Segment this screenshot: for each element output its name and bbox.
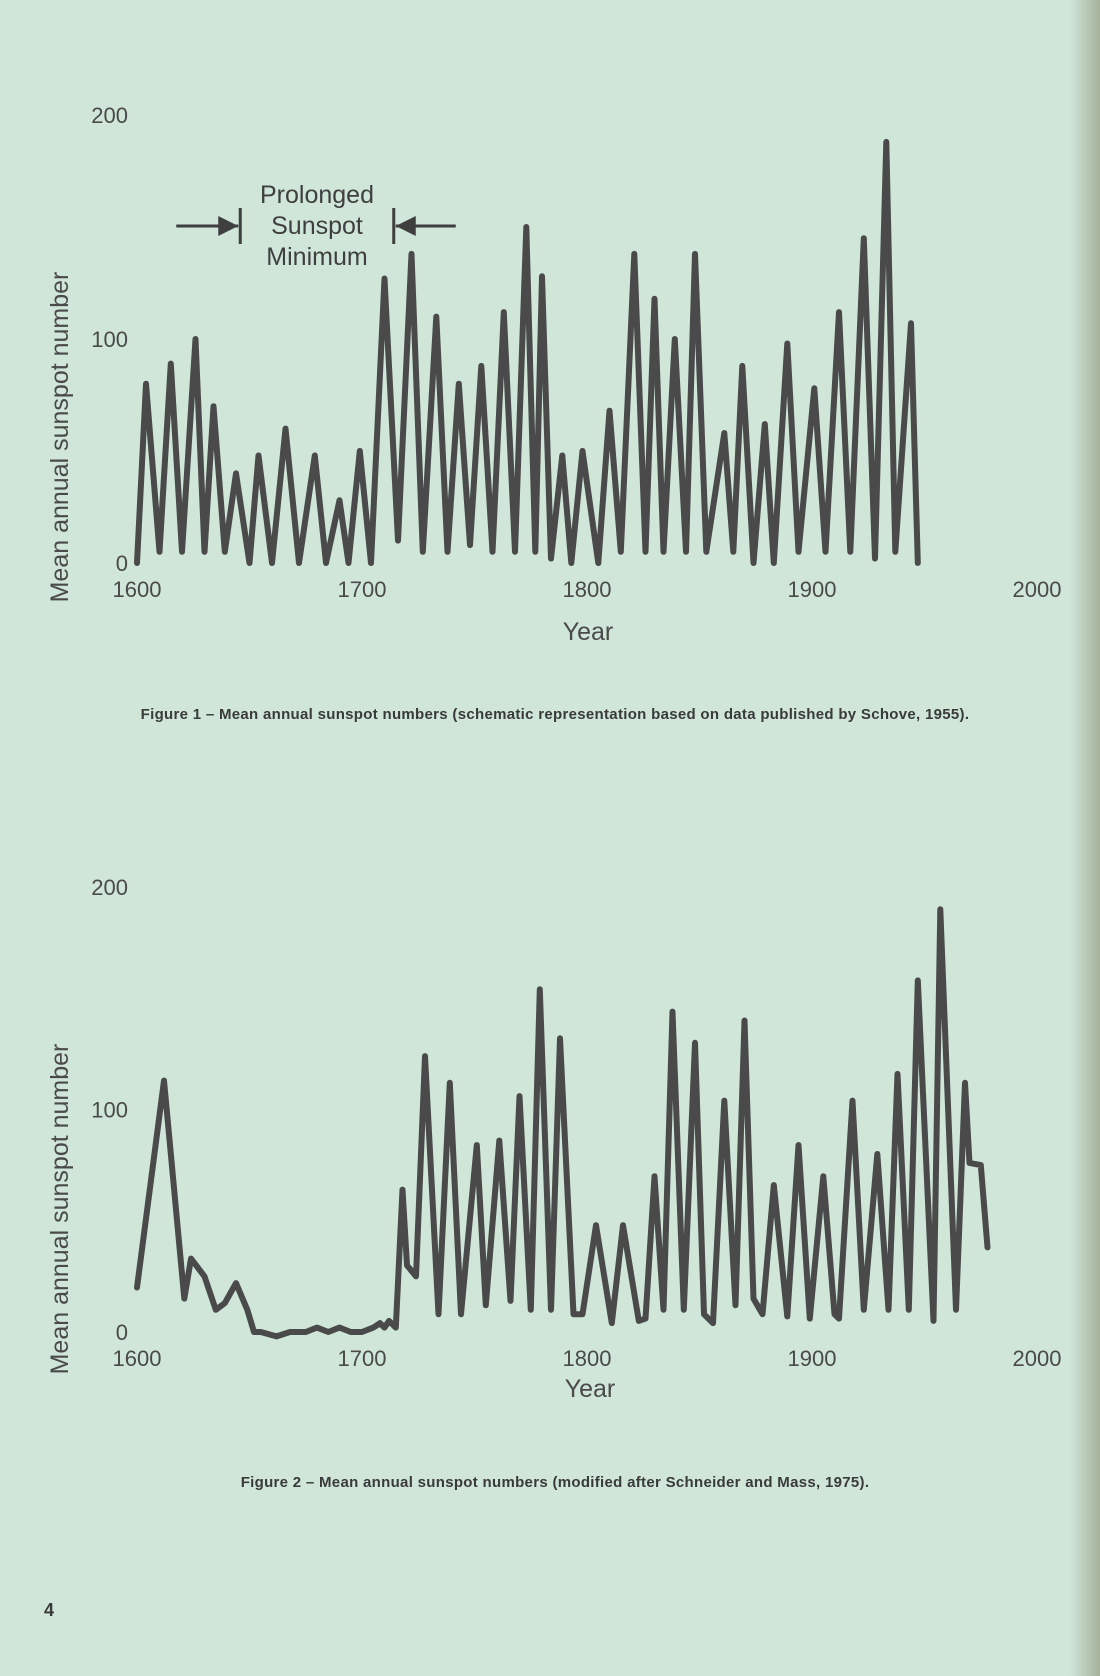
y-tick-label: 200 [91,103,128,128]
annotation-text: Prolonged [260,181,374,209]
figure-2-caption: Figure 2 – Mean annual sunspot numbers (modified after Schneider and Mass, 1975). [240,1474,870,1491]
sunspot-series-line [137,142,918,563]
x-axis-title: Year [564,1375,616,1403]
figure-1-chart [0,90,1100,650]
x-tick-label: 1800 [562,1346,612,1371]
y-tick-label: 0 [115,1320,128,1345]
x-tick-label: 1900 [787,1346,837,1371]
right-arrowhead-icon [396,216,416,236]
sunspot-series-line [137,909,988,1336]
x-tick-label: 2000 [1012,577,1062,602]
y-tick-label: 100 [91,327,128,352]
y-axis-title: Mean annual sunspot number [46,271,74,603]
x-tick-label: 1600 [112,1346,162,1371]
x-tick-label: 1900 [787,577,837,602]
y-axis-title: Mean annual sunspot number [46,1043,74,1375]
left-arrowhead-icon [218,216,238,236]
figure-2-chart [0,862,1100,1422]
x-tick-label: 1800 [562,577,612,602]
x-tick-label: 1700 [337,1346,387,1371]
x-axis-title: Year [562,618,614,646]
figure-1-caption: Figure 1 – Mean annual sunspot numbers (schematic representation based on data published by Schove, 1955). [140,706,970,723]
y-tick-label: 0 [115,551,128,576]
page-number: 4 [44,1600,55,1620]
annotation-text: Sunspot [271,212,363,240]
annotation-text: Minimum [266,243,368,271]
x-tick-label: 2000 [1012,1346,1062,1371]
x-tick-label: 1700 [337,577,387,602]
x-tick-label: 1600 [112,577,162,602]
y-tick-label: 200 [91,875,128,900]
y-tick-label: 100 [91,1097,128,1123]
